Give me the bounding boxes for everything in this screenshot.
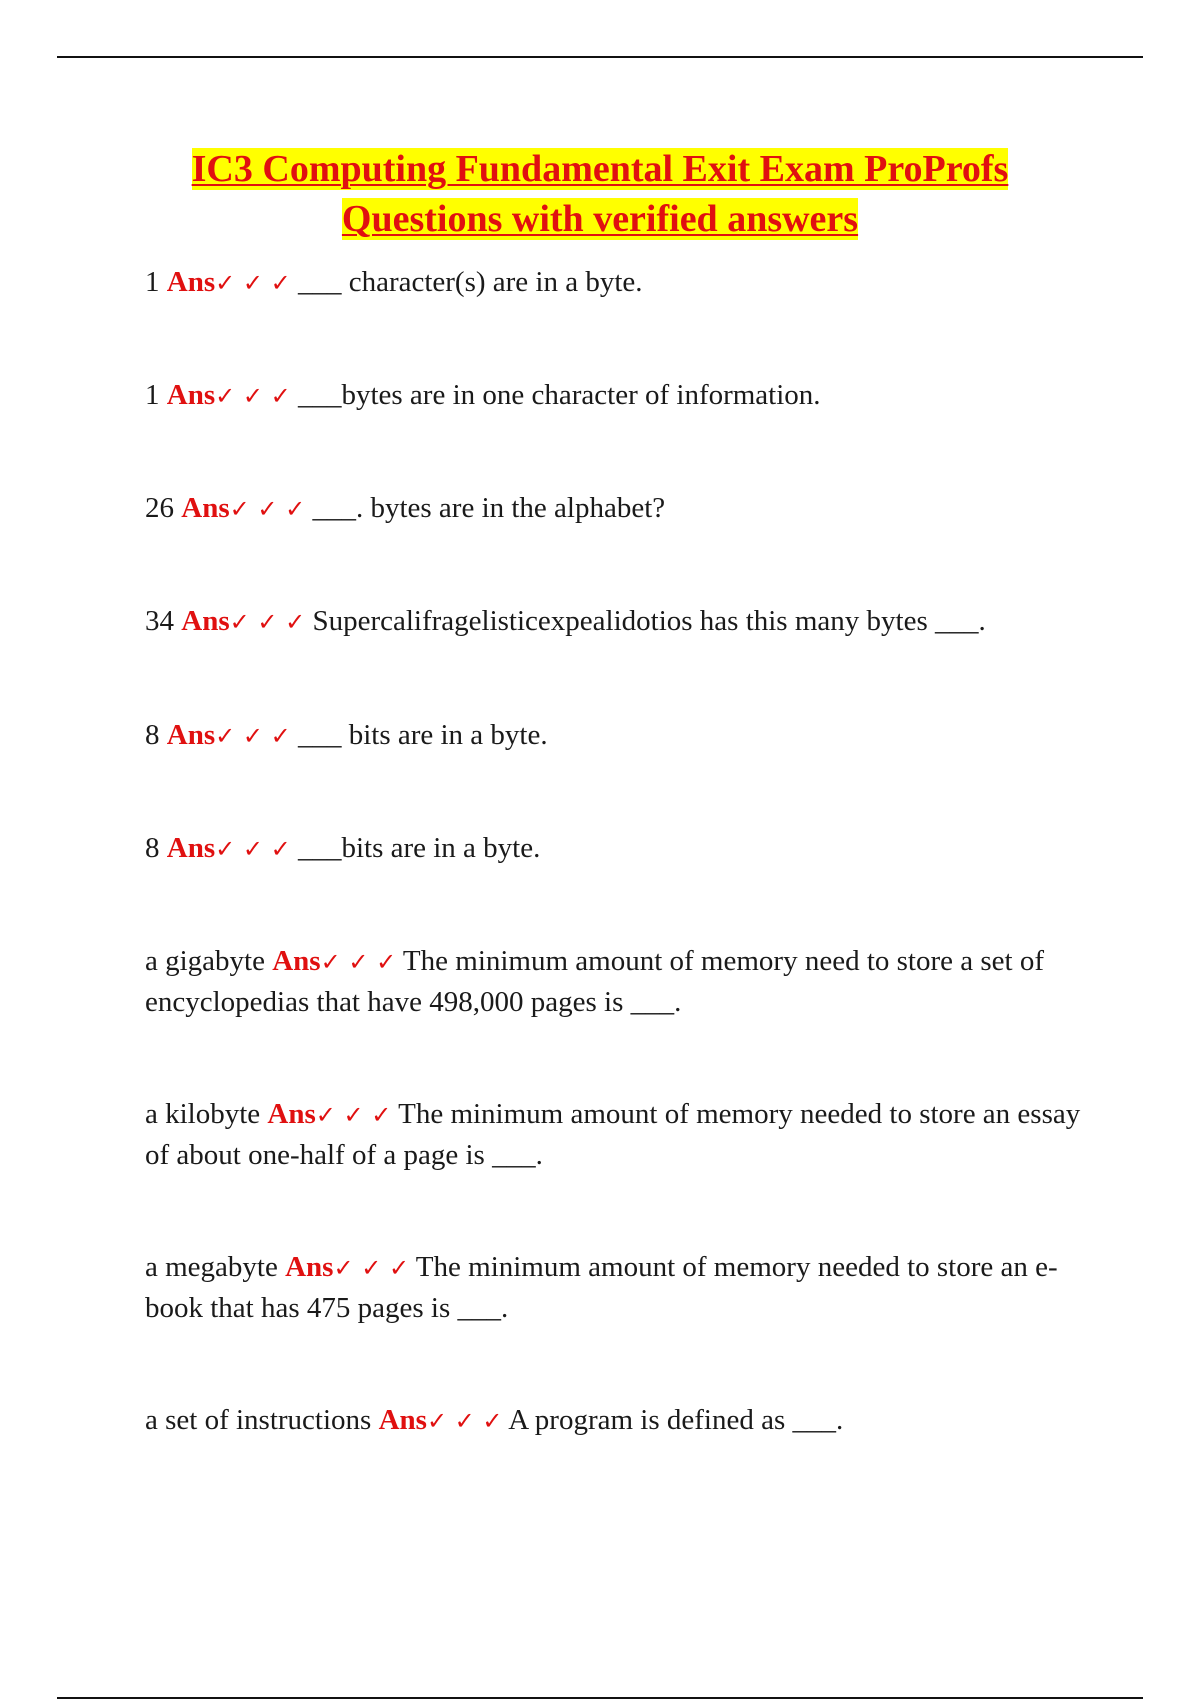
qa-question: ___bits are in a byte.	[297, 832, 541, 864]
ans-label: Ans	[378, 1404, 427, 1436]
ans-label: Ans	[272, 945, 321, 977]
check-icon: ✓ ✓ ✓	[215, 269, 291, 297]
qa-answer: 26	[145, 492, 174, 524]
qa-answer: 8	[145, 719, 160, 751]
ans-label: Ans	[166, 832, 216, 864]
title-line-1: IC3 Computing Fundamental Exit Exam ProProfs	[191, 148, 1009, 190]
qa-item	[145, 1094, 1095, 1175]
check-icon: ✓ ✓ ✓	[333, 1254, 410, 1282]
qa-answer: a gigabyte	[145, 945, 265, 977]
qa-question: The minimum amount of memory needed to store an e-book that has 475 pages is ___.	[145, 1251, 1058, 1324]
qa-answer: a kilobyte	[145, 1098, 261, 1130]
check-icon: ✓ ✓ ✓	[315, 1101, 392, 1129]
qa-question: ___. bytes are in the alphabet?	[312, 492, 666, 524]
qa-item	[145, 262, 1095, 303]
check-icon: ✓ ✓ ✓	[215, 382, 291, 410]
ans-label: Ans	[267, 1098, 316, 1130]
ans-label: Ans	[181, 605, 230, 637]
ans-label: Ans	[166, 379, 216, 411]
qa-question: The minimum amount of memory needed to store an essay of about one-half of a page is ___.	[145, 1098, 1081, 1171]
check-icon: ✓ ✓ ✓	[320, 948, 397, 976]
title-line-2: Questions with verified answers	[341, 198, 859, 240]
qa-answer: 1	[145, 266, 160, 298]
ans-label: Ans	[166, 719, 216, 751]
qa-item	[145, 1400, 1095, 1441]
bottom-rule	[57, 1697, 1143, 1699]
qa-item	[145, 941, 1095, 1022]
qa-question: ___ character(s) are in a byte.	[297, 266, 643, 298]
ans-label: Ans	[166, 266, 216, 298]
qa-answer: a set of instructions	[145, 1404, 372, 1436]
check-icon: ✓ ✓ ✓	[229, 495, 306, 523]
qa-answer: 8	[145, 832, 160, 864]
check-icon: ✓ ✓ ✓	[229, 608, 306, 636]
qa-question: The minimum amount of memory need to store a set of encyclopedias that have 498,000 pages is ___.	[145, 945, 1044, 1018]
document-title	[100, 144, 1100, 244]
ans-label: Ans	[181, 492, 230, 524]
qa-item	[145, 715, 1095, 756]
qa-item	[145, 828, 1095, 869]
check-icon: ✓ ✓ ✓	[426, 1407, 503, 1435]
ans-label: Ans	[285, 1251, 334, 1283]
qa-question: ___ bits are in a byte.	[297, 719, 548, 751]
top-rule	[57, 56, 1143, 58]
qa-question: Supercalifragelisticexpealidotios has this many bytes ___.	[312, 605, 986, 637]
check-icon: ✓ ✓ ✓	[215, 722, 291, 750]
qa-question: ___bytes are in one character of information.	[297, 379, 821, 411]
qa-item	[145, 1247, 1095, 1328]
qa-question: A program is defined as ___.	[508, 1404, 844, 1436]
qa-answer: a megabyte	[145, 1251, 278, 1283]
check-icon: ✓ ✓ ✓	[215, 835, 291, 863]
qa-item	[145, 488, 1095, 529]
qa-answer: 1	[145, 379, 160, 411]
qa-answer: 34	[145, 605, 174, 637]
qa-item	[145, 375, 1095, 416]
qa-item	[145, 601, 1095, 642]
